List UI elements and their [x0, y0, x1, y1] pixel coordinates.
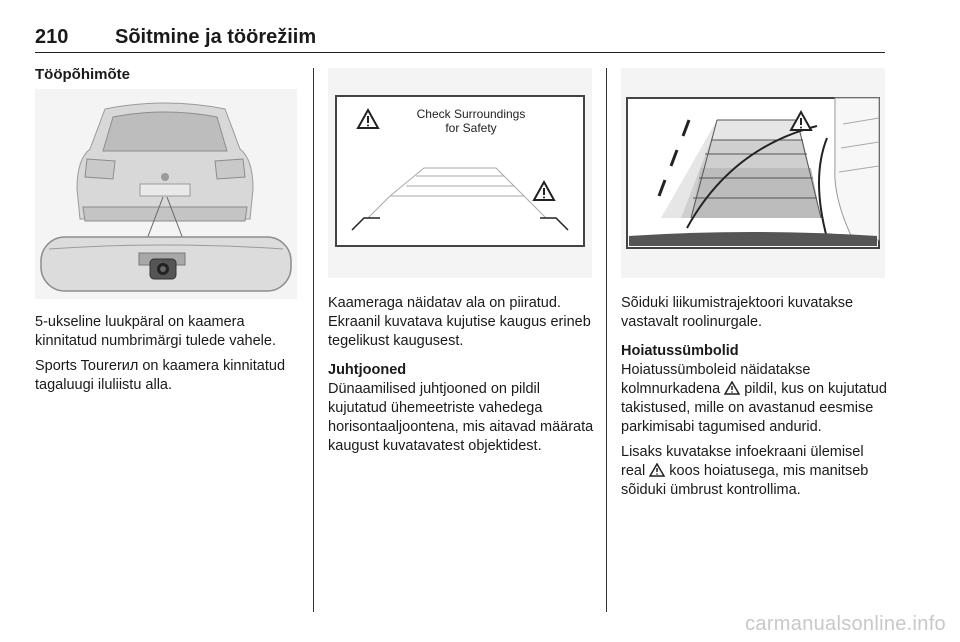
- camera-location-hatchback-text: 5-ukseline luukpäral on kaamera kinnitatud numbrimärgi tulede vahele.: [35, 314, 276, 349]
- warning-triangle-icon: [724, 381, 740, 395]
- column-2: [328, 60, 594, 462]
- camera-range-text: Kaameraga näidatav ala on piiratud. Ekraanil kuvatava kujutise kaugus erineb tegelikust kaugusest.: [328, 295, 591, 349]
- camera-location-tourer-text: Sports Tourerил on kaamera kinnitatud tagaluugi iluliistu alla.: [35, 358, 286, 393]
- column-1: [35, 60, 300, 401]
- warning-triangle-icon: [649, 463, 665, 477]
- section-title: Tööpõhimõte: [35, 66, 130, 83]
- check-surroundings-line2: for Safety: [445, 121, 497, 135]
- page-header: [35, 22, 885, 53]
- trajectory-text: Sõiduki liikumistrajektoori kuvatakse vastavalt roolinurgale.: [621, 295, 854, 330]
- chapter-title: Sõitmine ja töörežiim: [115, 26, 317, 48]
- column-divider-1: [313, 68, 314, 612]
- check-surroundings-line1: Check Surroundings: [416, 107, 526, 121]
- rear-camera-location-figure: [35, 89, 297, 299]
- page-number: 210: [35, 26, 69, 48]
- watermark: carmanualsonline.info: [745, 613, 946, 635]
- camera-display-guidelines-figure: [328, 68, 592, 278]
- column-divider-2: [606, 68, 607, 612]
- info-display-warning-text: Lisaks kuvatakse infoekraani ülemisel real koos hoiatusega, mis manitseb sõiduki ümbrust kontrollima.: [621, 444, 869, 498]
- warning-symbols-text: Hoiatussümboleid näidatakse kolmnurkadena pildil, kus on kujutatud takistused, mille on avastanud eesmise parkimisabi tagumised andurid.: [621, 362, 887, 435]
- column-3: [621, 60, 887, 506]
- guidelines-text: Dünaamilised juhtjooned on pildil kujutatud ühemeetriste vahedega horisontaaljoontena, mis aitavad määrata kaugust kuvatavatest objektidest.: [328, 381, 594, 454]
- guidelines-heading: Juhtjooned: [328, 362, 407, 378]
- trajectory-display-figure: [621, 68, 885, 278]
- warning-symbols-heading: Hoiatussümbolid: [621, 343, 739, 359]
